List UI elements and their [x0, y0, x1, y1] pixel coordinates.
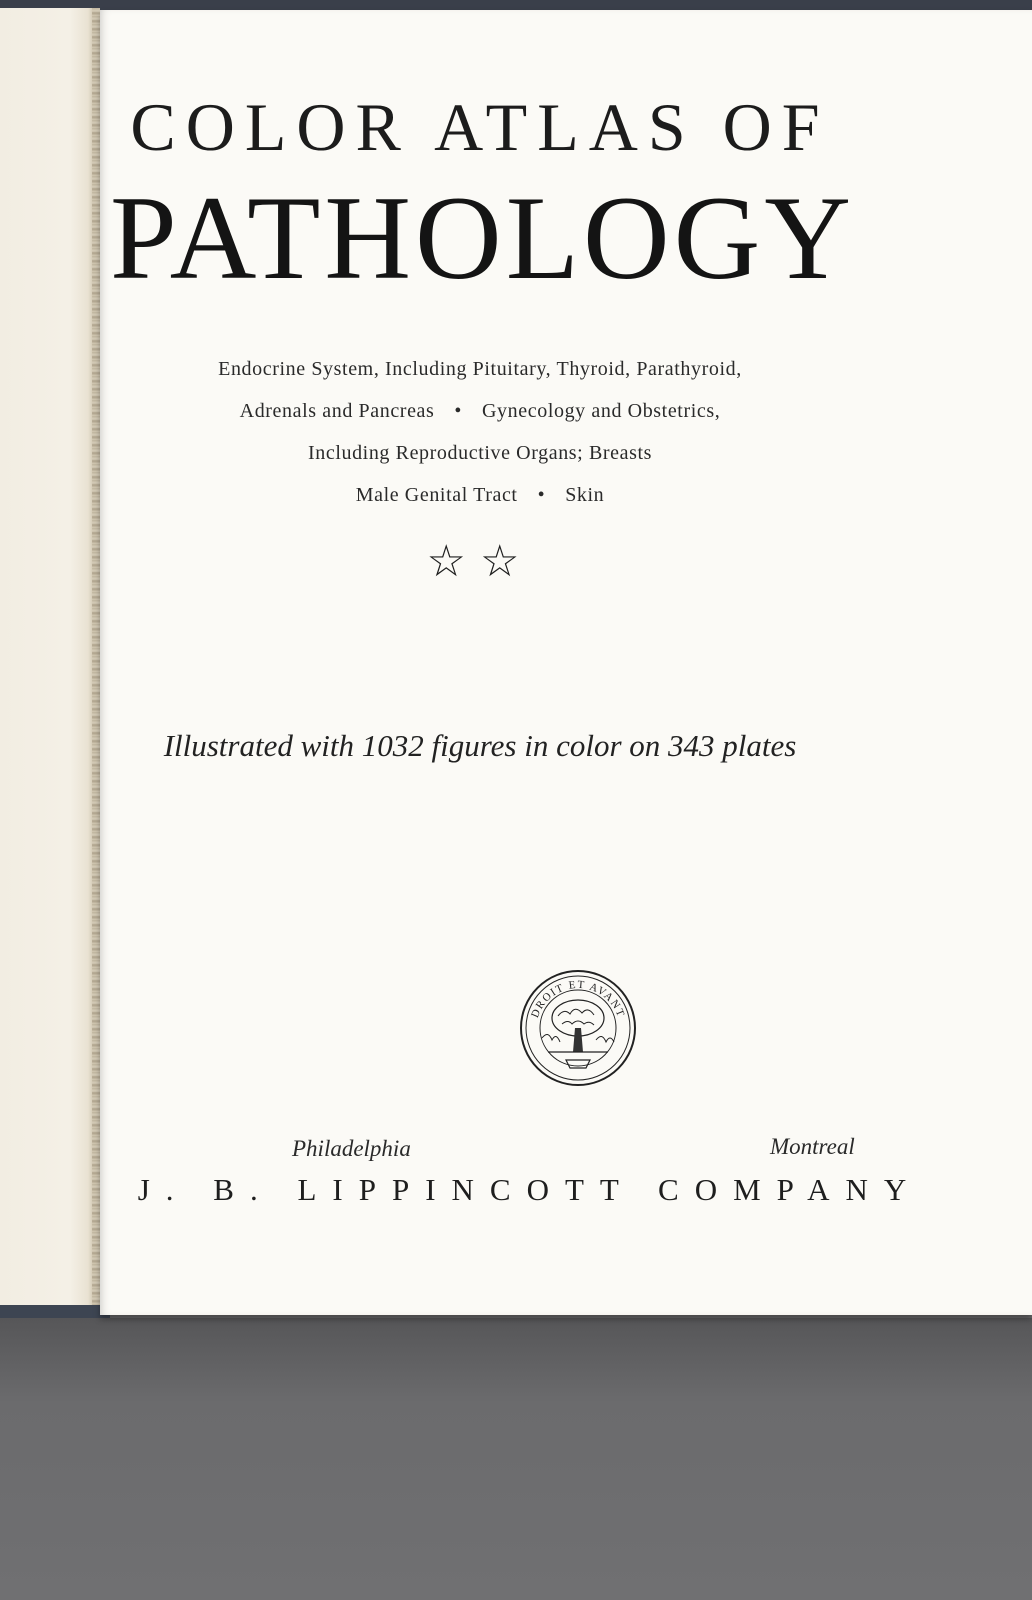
subtitle-line-2-part-b: Gynecology and Obstetrics, — [482, 400, 721, 422]
subtitle-line-1: Endocrine System, Including Pituitary, Thyroid, Parathyroid, — [218, 358, 742, 380]
bullet-separator: • — [537, 484, 546, 506]
tree-seal-icon — [518, 968, 638, 1088]
subtitle-line-3: Including Reproductive Organs; Breasts — [307, 442, 653, 464]
star-ornament-icon: ☆☆ — [426, 537, 534, 586]
binding-edge — [92, 8, 100, 1308]
title-line-1: COLOR ATLAS OF — [130, 89, 830, 165]
subtitle-line-2-part-a: Adrenals and Pancreas — [239, 400, 435, 422]
book-spine — [0, 8, 100, 1318]
imprint-city-right: Montreal — [770, 1134, 855, 1159]
subtitle-line-4-part-b: Skin — [565, 484, 605, 506]
subtitle-line-2 — [140, 390, 820, 432]
subtitle-line-4 — [140, 474, 820, 516]
publisher-name: J. B. LIPPINCOTT COMPANY — [137, 1172, 923, 1207]
imprint-city-left: Philadelphia — [292, 1136, 411, 1161]
title-line-2: PATHOLOGY — [110, 171, 855, 304]
seal-motto: DROIT ET AVANT — [529, 978, 627, 1020]
subtitle-line-4-part-a: Male Genital Tract — [355, 484, 518, 506]
illustration-note: Illustrated with 1032 figures in color on 343 plates — [163, 728, 797, 763]
background-surface — [0, 1318, 1032, 1600]
svg-text:DROIT ET AVANT — [529, 979, 627, 1020]
subtitle-block — [140, 348, 820, 516]
bullet-separator: • — [454, 400, 463, 422]
